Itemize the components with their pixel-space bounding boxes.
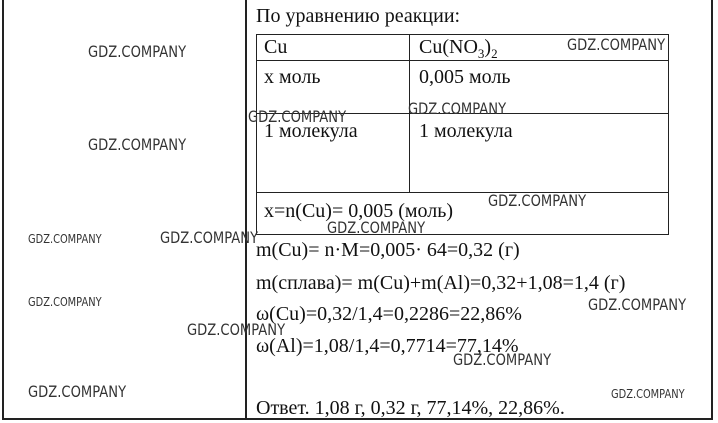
watermark: GDZ.COMPANY — [611, 387, 685, 401]
watermark: GDZ.COMPANY — [567, 35, 666, 54]
line-mass-cu: m(Cu)= n·M=0,005· 64=0,32 (г) — [256, 239, 520, 261]
solution-heading: По уравнению реакции: — [256, 5, 461, 27]
watermark: GDZ.COMPANY — [28, 382, 127, 401]
watermark: GDZ.COMPANY — [327, 218, 426, 237]
header-cu-no3-2: $Cu(NO_3)_2$ — [419, 36, 498, 61]
result-x-equals: x=n(Cu)= 0,005 (моль) — [264, 200, 454, 222]
table-border-right — [711, 0, 713, 419]
cell-x-mol: x моль — [264, 66, 321, 88]
watermark: GDZ.COMPANY — [187, 320, 286, 339]
watermark: GDZ.COMPANY — [453, 350, 552, 369]
cell-1-molecule-right: 1 молекула — [419, 120, 513, 142]
watermark: GDZ.COMPANY — [488, 191, 587, 210]
line-omega-al: ω(Al)=1,08/1,4=0,7714=77,14% — [256, 335, 519, 357]
line-mass-alloy: m(сплава)= m(Cu)+m(Al)=0,32+1,08=1,4 (г) — [256, 272, 626, 294]
watermark: GDZ.COMPANY — [160, 228, 259, 247]
watermark: GDZ.COMPANY — [28, 295, 102, 309]
ratio-table — [256, 34, 669, 235]
watermark: GDZ.COMPANY — [408, 99, 507, 118]
column-divider — [245, 0, 247, 420]
table-border-left — [2, 0, 4, 419]
cell-1-molecule-left: 1 молекула — [264, 120, 358, 142]
watermark: GDZ.COMPANY — [248, 107, 347, 126]
line-omega-cu: ω(Cu)=0,32/1,4=0,2286=22,86% — [256, 303, 522, 325]
header-cu: Cu — [264, 36, 288, 58]
watermark: GDZ.COMPANY — [28, 232, 102, 246]
watermark: GDZ.COMPANY — [88, 135, 187, 154]
cell-0005-mol: 0,005 моль — [419, 66, 511, 88]
watermark: GDZ.COMPANY — [88, 42, 187, 61]
answer-line: Ответ. 1,08 г, 0,32 г, 77,14%, 22,86%. — [256, 397, 565, 419]
watermark: GDZ.COMPANY — [588, 295, 687, 314]
table-rule — [257, 192, 668, 193]
